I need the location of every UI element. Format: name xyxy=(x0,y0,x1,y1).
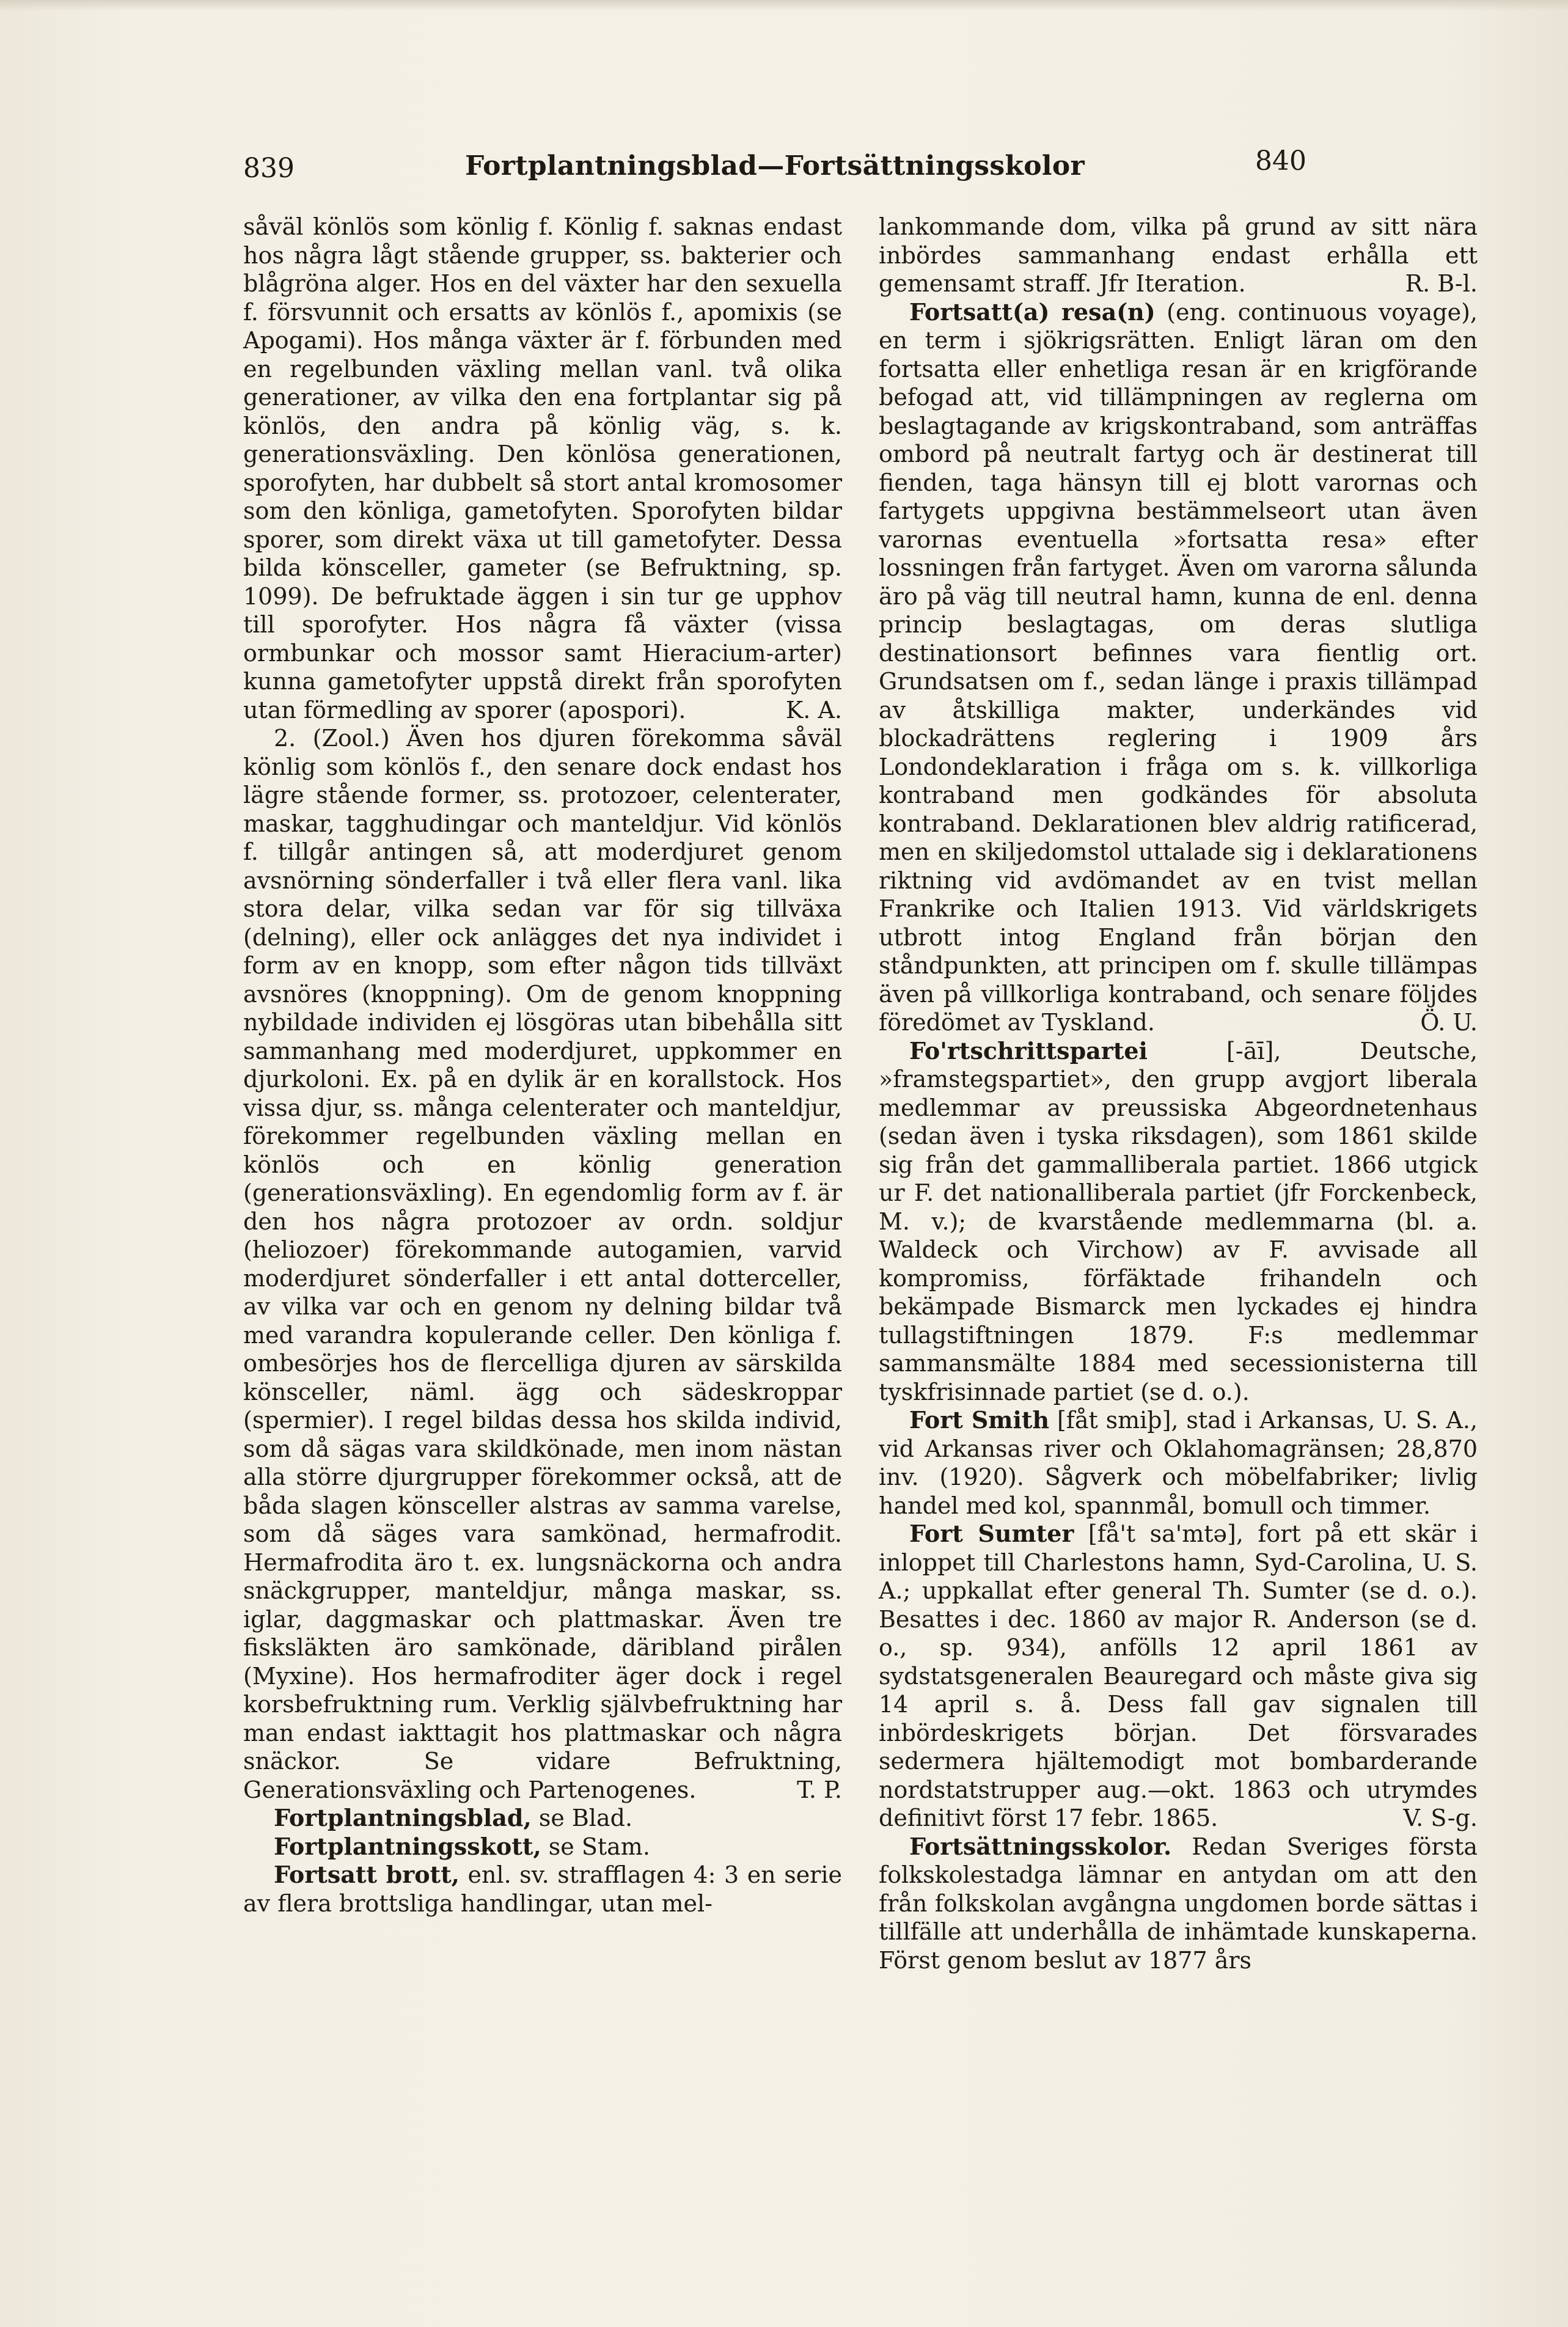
entry-headword: Fortsättningsskolor. xyxy=(909,1832,1172,1860)
entry-headword: Fortsatt brott, xyxy=(274,1861,460,1888)
right-column xyxy=(879,213,1478,1974)
entry-text: se Blad. xyxy=(538,1805,633,1831)
entry-text: se Stam. xyxy=(548,1833,650,1860)
paragraph-continuation xyxy=(879,213,1478,298)
left-column xyxy=(243,213,842,1918)
author-signature: R. B-l. xyxy=(1405,270,1478,297)
entry-text: Redan Sveriges första folkskolestadga lämnar en antydan om att den från folkskolan avgångna ungdomen borde sättas i tillfälle att underhålla de inhämtade kunskaperna. Först genom beslut av 1877 års xyxy=(879,1833,1478,1974)
entry-fortschrittspartei xyxy=(879,1037,1478,1407)
entry-headword: Fort Sumter xyxy=(909,1520,1074,1547)
entry-fort-smith xyxy=(879,1406,1478,1520)
paragraph-text: såväl könlös som könlig f. Könlig f. saknas endast hos några lågt stående grupper, ss. bakterier och blågröna alger. Hos en del växter har den sexuella f. försvunnit och ersatts av könlös f., apomixis (se Apogami). Hos många växter är f. förbunden med en regelbunden växling mellan vanl. två olika generationer, av vilka den ena fortplantar sig på könlös, den andra på könlig väg, s. k. generationsväxling. Den könlösa generationen, sporofyten, har dubbelt så stort antal kromosomer som den könliga, gametofyten. Sporofyten bildar sporer, som direkt växa ut till gametofyter. Dessa bilda könsceller, gameter (se Befruktning, sp. 1099). De befruktade äggen i sin tur ge upphov till sporofyter. Hos några få växter (vissa ormbunkar och mossor samt Hieracium-arter) kunna gametofyter uppstå direkt från sporofyten utan förmedling av sporer (apospori). xyxy=(243,213,842,724)
paragraph-zoology xyxy=(243,724,842,1804)
page-header xyxy=(243,145,1306,188)
running-title: Fortplantningsblad—Fortsättningsskolor xyxy=(464,150,1085,181)
entry-headword: Fortplantningsskott, xyxy=(274,1832,541,1860)
entry-fortsattningsskolor xyxy=(879,1833,1478,1975)
entry-headword: Fort Smith xyxy=(909,1406,1050,1434)
entry-text: [-āī], Deutsche, »framstegspartiet», den grupp avgjort liberala medlemmar av preussiska Abgeordnetenhaus (sedan även i tyska riksdagen), som 1861 skilde sig från det gammalliberala partiet. 1866 utgick ur F. det nationalliberala partiet (jfr Forckenbeck, M. v.); de kvarstående medlemmarna (bl. a. Waldeck och Virchow) av F. avvisade all kompromiss, förfäktade frihandeln och bekämpade Bismarck men lyckades ej hindra tullagstiftningen 1879. F:s medlemmar sammansmälte 1884 med secessionisterna till tyskfrisinnade partiet (se d. o.). xyxy=(879,1037,1478,1405)
paragraph-botany xyxy=(243,213,842,724)
entry-fort-sumter xyxy=(879,1520,1478,1833)
paragraph-text: 2. (Zool.) Även hos djuren förekomma såväl könlig som könlös f., den senare dock endast hos lägre stående former, ss. protozoer, celenterater, maskar, tagghudingar och manteldjur. Vid könlös f. tillgår antingen så, att moderdjuret genom avsnörning sönderfaller i två eller flera vanl. lika stora delar, vilka sedan var för sig tillväxa (delning), eller ock anlägges det nya individet i form av en knopp, som efter någon tids tillväxt avsnöres (knoppning). Om de genom knoppning nybildade individen ej lösgöras utan bibehålla sitt sammanhang med moderdjuret, uppkommer en djurkoloni. Ex. på en dylik är en korallstock. Hos vissa djur, ss. många celenterater och manteldjur, förekommer regelbunden växling mellan en könlös och en könlig generation (generationsväxling). En egendomlig form av f. är den hos några protozoer av ordn. soldjur (heliozoer) förekommande autogamien, varvid moderdjuret sönderfaller i ett antal dotterceller, av vilka var och en genom ny delning bildar två med varandra kopulerande celler. Den könliga f. ombesörjes hos de flercelliga djuren av särskilda könsceller, näml. ägg och sädeskroppar (spermier). I regel bildas dessa hos skilda individ, som då sägas vara skildkönade, men inom nästan alla större djurgrupper förekommer också, att de båda slagen könsceller alstras av samma varelse, som då säges vara samkönad, hermafrodit. Hermafrodita äro t. ex. lungsnäckorna och andra snäckgrupper, manteldjur, många maskar, ss. iglar, daggmaskar och plattmaskar. Även tre fisksläkten äro samkönade, däribland pirålen (Myxine). Hos hermafroditer äger dock i regel korsbefruktning rum. Verklig självbefruktning har man endast iakttagit hos plattmaskar och några snäckor. Se vidare Befruktning, Generationsväxling och Partenogenes. xyxy=(243,725,842,1803)
entry-text: [få't sa'mtə], fort på ett skär i inloppet till Charlestons hamn, Syd-Carolina, U. S. A.; uppkallat efter general Th. Sumter (se d. o.). Besattes i dec. 1860 av major R. Anderson (se d. o., sp. 934), anfölls 12 april 1861 av sydstatsgeneralen Beauregard och måste giva sig 14 april s. å. Dess fall gav signalen till inbördeskrigets början. Det försvarades sedermera hjältemodigt mot bombarderande nordstatstrupper aug.—okt. 1863 och utrymdes definitivt först 17 febr. 1865. xyxy=(879,1520,1478,1831)
entry-headword: Fortplantningsblad, xyxy=(274,1804,532,1831)
author-signature: Ö. U. xyxy=(1420,1009,1478,1036)
entry-text: (eng. continuous voyage), en term i sjökrigsrätten. Enligt läran om den fortsatta eller enhetliga resan är en krigförande befogad att, vid tillämpningen av reglerna om beslagtagande av krigskontraband, som anträffas ombord på neutralt fartyg och är destinerat till fienden, taga hänsyn till ej blott varornas och fartygets uppgivna bestämmelseort utan även varornas eventuella »fortsatta resa» efter lossningen från fartyget. Även om varorna sålunda äro på väg till neutral hamn, kunna de enl. denna princip beslagtagas, om deras slutliga destinationsort befinnes vara fientlig ort. Grundsatsen om f., sedan länge i praxis tillämpad av åtskilliga makter, underkändes vid blockadrättens reglering i 1909 års Londondeklaration i fråga om s. k. villkorliga kontraband men godkändes för absoluta kontraband. Deklarationen blev aldrig ratificerad, men en skiljedomstol uttalade sig i deklarationens riktning vid avdömandet av en tvist mellan Frankrike och Italien 1913. Vid världskrigets utbrott intog England från början den ståndpunkten, att principen om f. skulle tillämpas även på villkorliga kontraband, och senare följdes föredömet av Tyskland. xyxy=(879,298,1478,1036)
entry-fortsatt-brott xyxy=(243,1861,842,1918)
entry-fortplantningsblad xyxy=(243,1804,842,1833)
entry-fortsatt-resa xyxy=(879,298,1478,1037)
entry-headword: Fortsatt(a) resa(n) xyxy=(909,298,1156,326)
entry-text: enl. sv. strafflagen 4: 3 en serie av flera brottsliga handlingar, utan mel- xyxy=(243,1861,842,1917)
entry-fortplantningsskott xyxy=(243,1833,842,1861)
page-edge-shadow xyxy=(0,0,1568,11)
page-number-right: 840 xyxy=(1255,145,1306,177)
entry-text: [fåt smiþ], stad i Arkansas, U. S. A., vid Arkansas river och Oklahomagränsen; 28,870 inv. (1920). Sågverk och möbelfabriker; livlig handel med kol, spannmål, bomull och timmer. xyxy=(879,1407,1478,1519)
page-number-left: 839 xyxy=(243,153,295,184)
author-signature: V. S-g. xyxy=(1403,1805,1478,1831)
author-signature: T. P. xyxy=(797,1776,842,1803)
entry-headword: Fo'rtschrittspartei xyxy=(909,1036,1148,1065)
paragraph-text: lankommande dom, vilka på grund av sitt nära inbördes sammanhang endast erhålla ett gemensamt straff. Jfr Iteration. xyxy=(879,213,1478,297)
author-signature: K. A. xyxy=(785,696,842,724)
